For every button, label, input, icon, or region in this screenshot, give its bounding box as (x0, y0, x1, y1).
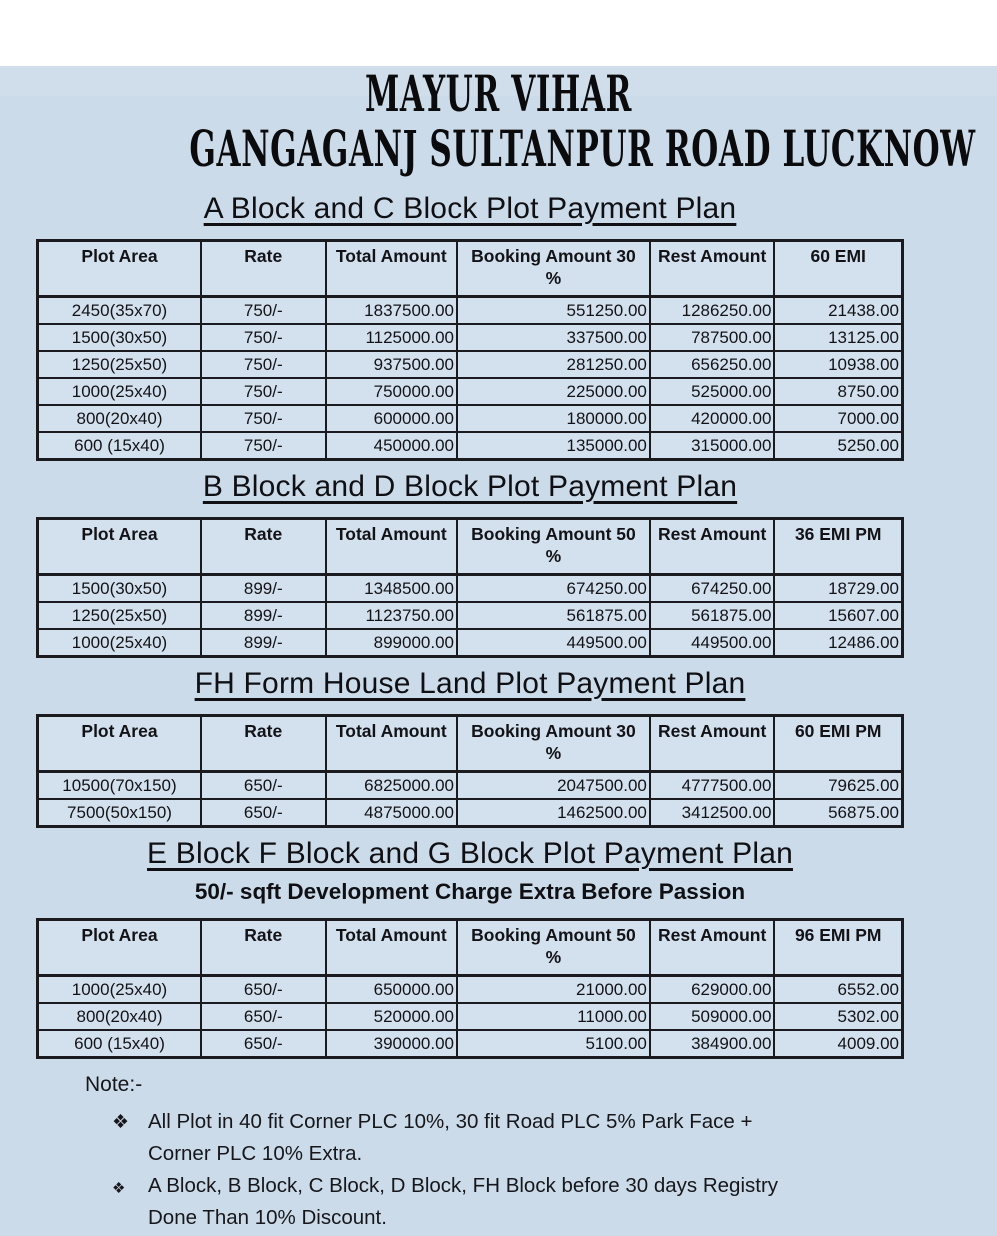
table-cell: 15607.00 (774, 602, 902, 629)
column-header: Total Amount (326, 241, 457, 297)
table-row (38, 432, 903, 460)
table-cell: 449500.00 (650, 629, 775, 657)
table-cell: 750/- (201, 378, 326, 405)
table-cell: 390000.00 (326, 1030, 457, 1058)
table-cell: 7500(50x150) (38, 799, 201, 827)
section-heading: FH Form House Land Plot Payment Plan (194, 667, 746, 700)
table-cell: 551250.00 (457, 297, 650, 325)
column-header: Rate (201, 716, 326, 772)
table-row (38, 799, 903, 827)
table-cell: 600000.00 (326, 405, 457, 432)
content (36, 192, 904, 1233)
table-cell: 899/- (201, 602, 326, 629)
table-cell: 750/- (201, 297, 326, 325)
table-cell: 899000.00 (326, 629, 457, 657)
table-cell: 135000.00 (457, 432, 650, 460)
table-cell: 650/- (201, 976, 326, 1004)
table-cell: 225000.00 (457, 378, 650, 405)
table-cell: 899/- (201, 629, 326, 657)
table-cell: 1500(30x50) (38, 575, 201, 603)
section-heading: B Block and D Block Plot Payment Plan (202, 470, 738, 503)
section-heading: A Block and C Block Plot Payment Plan (203, 192, 737, 225)
table-cell: 1348500.00 (326, 575, 457, 603)
payment-table-b-d (36, 517, 904, 658)
table-cell: 1123750.00 (326, 602, 457, 629)
table-row (38, 629, 903, 657)
table-cell: 8750.00 (774, 378, 902, 405)
table-cell: 509000.00 (650, 1003, 775, 1030)
table-cell: 281250.00 (457, 351, 650, 378)
table-cell: 1462500.00 (457, 799, 650, 827)
table-row (38, 351, 903, 378)
table-row (38, 1003, 903, 1030)
section-fh-form-house (36, 667, 904, 828)
column-header: Rate (201, 241, 326, 297)
section-heading: E Block F Block and G Block Plot Payment Plan (147, 837, 793, 870)
table-cell: 13125.00 (774, 324, 902, 351)
table-cell: 674250.00 (457, 575, 650, 603)
table-cell: 180000.00 (457, 405, 650, 432)
note-item (36, 1106, 808, 1169)
column-header: Total Amount (326, 519, 457, 575)
table-cell: 525000.00 (650, 378, 775, 405)
note-label: Note:- (85, 1073, 143, 1096)
table-cell: 1250(25x50) (38, 351, 201, 378)
table-cell: 1125000.00 (326, 324, 457, 351)
table-cell: 449500.00 (457, 629, 650, 657)
development-charge-note: 50/- sqft Development Charge Extra Before Passion (194, 879, 746, 904)
table-cell: 1000(25x40) (38, 976, 201, 1004)
table-row (38, 602, 903, 629)
table-cell: 800(20x40) (38, 1003, 201, 1030)
table-cell: 384900.00 (650, 1030, 775, 1058)
table-header-row (38, 519, 903, 575)
table-cell: 337500.00 (457, 324, 650, 351)
section-a-c-block (36, 192, 904, 461)
table-cell: 600 (15x40) (38, 432, 201, 460)
table-row (38, 575, 903, 603)
table-row (38, 1030, 903, 1058)
table-cell: 650/- (201, 1030, 326, 1058)
table-cell: 4875000.00 (326, 799, 457, 827)
table-cell: 1250(25x50) (38, 602, 201, 629)
table-cell: 18729.00 (774, 575, 902, 603)
column-header: 60 EMI (774, 241, 902, 297)
table-cell: 3412500.00 (650, 799, 775, 827)
note-item-text: All Plot in 40 fit Corner PLC 10%, 30 fit Road PLC 5% Park Face + Corner PLC 10% Extra. (148, 1110, 753, 1165)
payment-table-a-c (36, 239, 904, 461)
note-list (36, 1106, 904, 1233)
table-cell: 899/- (201, 575, 326, 603)
table-cell: 561875.00 (457, 602, 650, 629)
table-cell: 600 (15x40) (38, 1030, 201, 1058)
table-cell: 2047500.00 (457, 772, 650, 800)
column-header: Booking Amount 50 % (457, 519, 650, 575)
table-cell: 1837500.00 (326, 297, 457, 325)
table-cell: 4777500.00 (650, 772, 775, 800)
payment-table-fh (36, 714, 904, 828)
project-title: MAYUR VIHAR (364, 64, 633, 123)
table-header-row (38, 920, 903, 976)
diamond-bullet-icon: ❖ (112, 1180, 126, 1197)
table-cell: 650/- (201, 799, 326, 827)
table-cell: 10500(70x150) (38, 772, 201, 800)
table-cell: 6825000.00 (326, 772, 457, 800)
table-cell: 7000.00 (774, 405, 902, 432)
table-cell: 750/- (201, 324, 326, 351)
table-cell: 1286250.00 (650, 297, 775, 325)
table-cell: 787500.00 (650, 324, 775, 351)
document-page (0, 66, 997, 1236)
table-cell: 750/- (201, 351, 326, 378)
table-cell: 315000.00 (650, 432, 775, 460)
table-row (38, 297, 903, 325)
column-header: Plot Area (38, 519, 201, 575)
column-header: Total Amount (326, 920, 457, 976)
column-header: 60 EMI PM (774, 716, 902, 772)
column-header: Booking Amount 30 % (457, 716, 650, 772)
table-cell: 750/- (201, 432, 326, 460)
table-cell: 650000.00 (326, 976, 457, 1004)
table-cell: 2450(35x70) (38, 297, 201, 325)
table-cell: 21000.00 (457, 976, 650, 1004)
table-row (38, 378, 903, 405)
section-b-d-block (36, 470, 904, 658)
table-cell: 5250.00 (774, 432, 902, 460)
column-header: Plot Area (38, 920, 201, 976)
column-header: Rate (201, 920, 326, 976)
table-cell: 650/- (201, 772, 326, 800)
column-header: Plot Area (38, 716, 201, 772)
table-header-row (38, 716, 903, 772)
column-header: Rest Amount (650, 241, 775, 297)
table-cell: 450000.00 (326, 432, 457, 460)
payment-table-e-f-g (36, 918, 904, 1059)
table-cell: 6552.00 (774, 976, 902, 1004)
column-header: Rest Amount (650, 716, 775, 772)
table-row (38, 772, 903, 800)
note-item (36, 1170, 808, 1233)
table-cell: 674250.00 (650, 575, 775, 603)
table-cell: 21438.00 (774, 297, 902, 325)
table-cell: 56875.00 (774, 799, 902, 827)
table-cell: 1000(25x40) (38, 378, 201, 405)
table-cell: 629000.00 (650, 976, 775, 1004)
section-e-f-g-block (36, 837, 904, 1059)
table-cell: 750000.00 (326, 378, 457, 405)
table-row (38, 976, 903, 1004)
table-cell: 520000.00 (326, 1003, 457, 1030)
column-header: Booking Amount 50 % (457, 920, 650, 976)
table-cell: 11000.00 (457, 1003, 650, 1030)
note-item-text: A Block, B Block, C Block, D Block, FH Block before 30 days Registry Done Than 10% Discount. (148, 1174, 779, 1229)
project-address: GANGAGANJ SULTANPUR ROAD LUCKNOW (189, 119, 976, 178)
column-header: 36 EMI PM (774, 519, 902, 575)
table-cell: 12486.00 (774, 629, 902, 657)
table-cell: 1000(25x40) (38, 629, 201, 657)
table-cell: 937500.00 (326, 351, 457, 378)
diamond-bullet-icon: ❖ (112, 1112, 130, 1133)
column-header: Rest Amount (650, 519, 775, 575)
table-cell: 79625.00 (774, 772, 902, 800)
column-header: Rest Amount (650, 920, 775, 976)
table-cell: 750/- (201, 405, 326, 432)
table-row (38, 324, 903, 351)
column-header: Booking Amount 30 % (457, 241, 650, 297)
table-header-row (38, 241, 903, 297)
table-cell: 561875.00 (650, 602, 775, 629)
masthead (189, 64, 976, 178)
column-header: Total Amount (326, 716, 457, 772)
column-header: Plot Area (38, 241, 201, 297)
table-cell: 5302.00 (774, 1003, 902, 1030)
table-cell: 4009.00 (774, 1030, 902, 1058)
table-cell: 1500(30x50) (38, 324, 201, 351)
table-cell: 650/- (201, 1003, 326, 1030)
note-block (36, 1073, 904, 1233)
column-header: Rate (201, 519, 326, 575)
table-row (38, 405, 903, 432)
table-cell: 656250.00 (650, 351, 775, 378)
table-cell: 420000.00 (650, 405, 775, 432)
table-cell: 800(20x40) (38, 405, 201, 432)
table-cell: 10938.00 (774, 351, 902, 378)
column-header: 96 EMI PM (774, 920, 902, 976)
table-cell: 5100.00 (457, 1030, 650, 1058)
